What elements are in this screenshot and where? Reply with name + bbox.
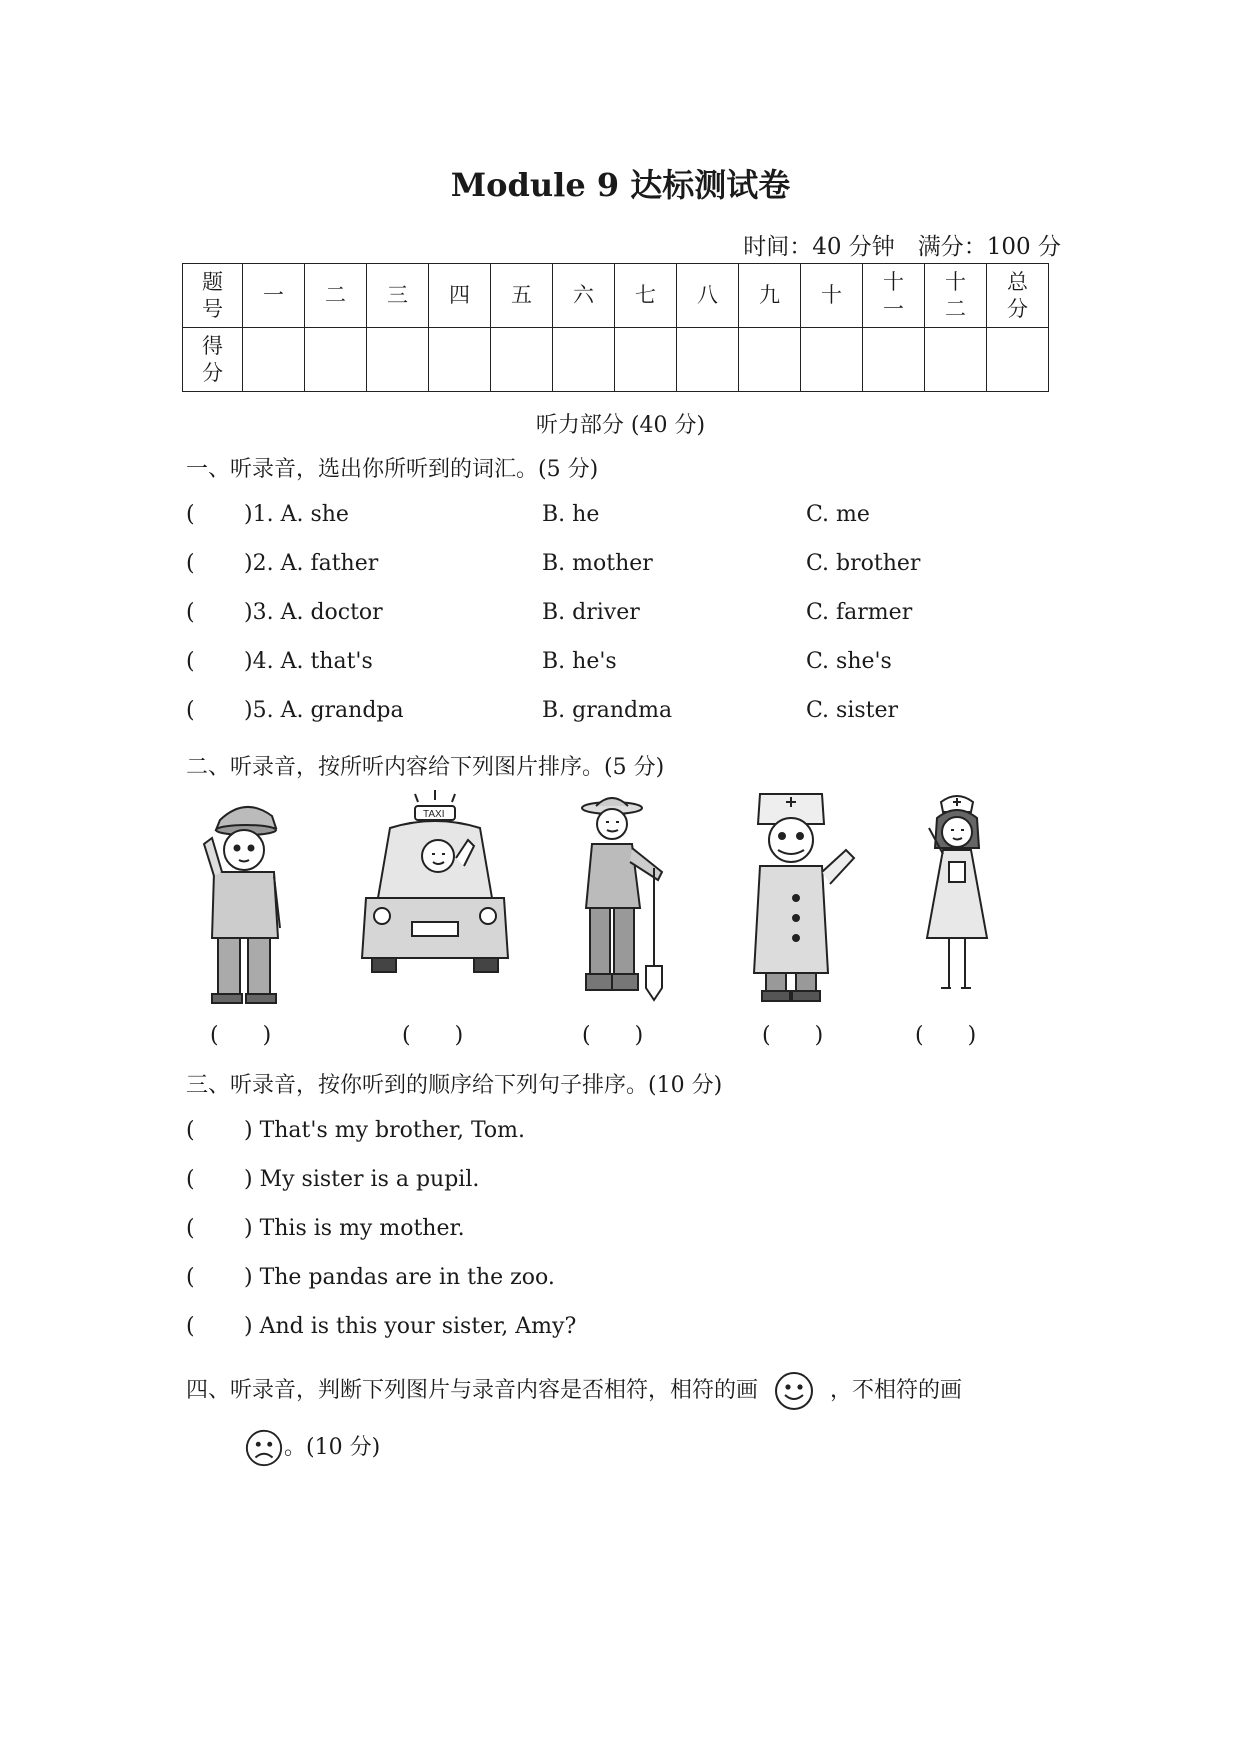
score-cell[interactable] [491, 328, 553, 392]
score-cell[interactable] [429, 328, 491, 392]
score-cell[interactable] [863, 328, 925, 392]
column-header: 八 [677, 264, 739, 328]
policeman-picture [200, 788, 290, 1013]
score-cell[interactable] [987, 328, 1049, 392]
picture-order-blank[interactable]: ( ) [915, 1023, 977, 1048]
answer-paren[interactable]: ( [186, 502, 195, 527]
option-b: B. driver [542, 600, 640, 625]
option-a: )5. A. grandpa [244, 698, 404, 723]
part1-heading: 一、听录音，选出你所听到的词汇。(5 分) [186, 457, 599, 482]
score-cell[interactable] [801, 328, 863, 392]
option-b: B. he [542, 502, 600, 527]
smiley-face-icon [773, 1370, 815, 1412]
doctor-picture [740, 788, 865, 1013]
row-label-question-number: 题 号 [183, 264, 243, 328]
score-cell[interactable] [553, 328, 615, 392]
score-table-header-row [183, 264, 1049, 328]
option-b: B. he's [542, 649, 617, 674]
score-table-score-row [183, 328, 1049, 392]
column-header-total: 总 分 [987, 264, 1049, 328]
column-header: 五 [491, 264, 553, 328]
answer-paren[interactable]: ( [186, 551, 195, 576]
sentence-text: ) The pandas are in the zoo. [244, 1265, 555, 1290]
option-b: B. grandma [542, 698, 673, 723]
answer-paren[interactable]: ( [186, 698, 195, 723]
column-header: 二 [305, 264, 367, 328]
sentence-text: ) And is this your sister, Amy? [244, 1314, 577, 1339]
column-header: 十 [801, 264, 863, 328]
option-a: )2. A. father [244, 551, 379, 576]
part2-heading: 二、听录音，按所听内容给下列图片排序。(5 分) [186, 755, 665, 780]
time-and-score-info: 时间：40 分钟 满分：100 分 [743, 234, 1061, 260]
listening-section-label: 听力部分 (40 分) [535, 413, 706, 438]
sad-face-icon [244, 1428, 284, 1468]
score-table [182, 263, 1049, 392]
picture-order-blank[interactable]: ( ) [210, 1023, 272, 1048]
score-cell[interactable] [925, 328, 987, 392]
column-header: 一 [243, 264, 305, 328]
picture-order-blank[interactable]: ( ) [762, 1023, 824, 1048]
option-c: C. sister [806, 698, 899, 723]
answer-paren[interactable]: ( [186, 1167, 195, 1192]
picture-order-blank[interactable]: ( ) [582, 1023, 644, 1048]
sentence-text: ) My sister is a pupil. [244, 1167, 480, 1192]
column-header: 七 [615, 264, 677, 328]
column-header: 三 [367, 264, 429, 328]
part3-heading: 三、听录音，按你听到的顺序给下列句子排序。(10 分) [186, 1073, 723, 1098]
option-c: C. farmer [806, 600, 913, 625]
score-cell[interactable] [305, 328, 367, 392]
answer-paren[interactable]: ( [186, 600, 195, 625]
option-b: B. mother [542, 551, 653, 576]
answer-paren[interactable]: ( [186, 1216, 195, 1241]
answer-paren[interactable]: ( [186, 1265, 195, 1290]
column-header: 九 [739, 264, 801, 328]
answer-paren[interactable]: ( [186, 649, 195, 674]
score-cell[interactable] [243, 328, 305, 392]
score-cell[interactable] [677, 328, 739, 392]
farmer-picture [570, 788, 680, 1013]
column-header: 十 一 [863, 264, 925, 328]
row-label-score: 得 分 [183, 328, 243, 392]
option-a: )1. A. she [244, 502, 349, 527]
column-header: 十 二 [925, 264, 987, 328]
nurse-picture [915, 788, 1000, 1013]
answer-paren[interactable]: ( [186, 1314, 195, 1339]
sentence-text: ) That's my brother, Tom. [244, 1118, 526, 1143]
page-title: Module 9 达标测试卷 [450, 166, 791, 204]
option-a: )3. A. doctor [244, 600, 383, 625]
option-c: C. me [806, 502, 870, 527]
score-cell[interactable] [739, 328, 801, 392]
taxi-driver-picture [360, 788, 510, 1013]
option-a: )4. A. that's [244, 649, 373, 674]
taxi-sign-text: TAXI [423, 809, 445, 820]
score-cell[interactable] [367, 328, 429, 392]
column-header: 六 [553, 264, 615, 328]
column-header: 四 [429, 264, 491, 328]
sentence-text: ) This is my mother. [244, 1216, 465, 1241]
option-c: C. brother [806, 551, 921, 576]
score-cell[interactable] [615, 328, 677, 392]
part4-heading: 四、听录音，判断下列图片与录音内容是否相符，相符的画 ，不相符的画 [186, 1370, 962, 1412]
option-c: C. she's [806, 649, 892, 674]
answer-paren[interactable]: ( [186, 1118, 195, 1143]
picture-order-blank[interactable]: ( ) [402, 1023, 464, 1048]
part4-heading-continued: 。(10 分) [244, 1428, 380, 1468]
